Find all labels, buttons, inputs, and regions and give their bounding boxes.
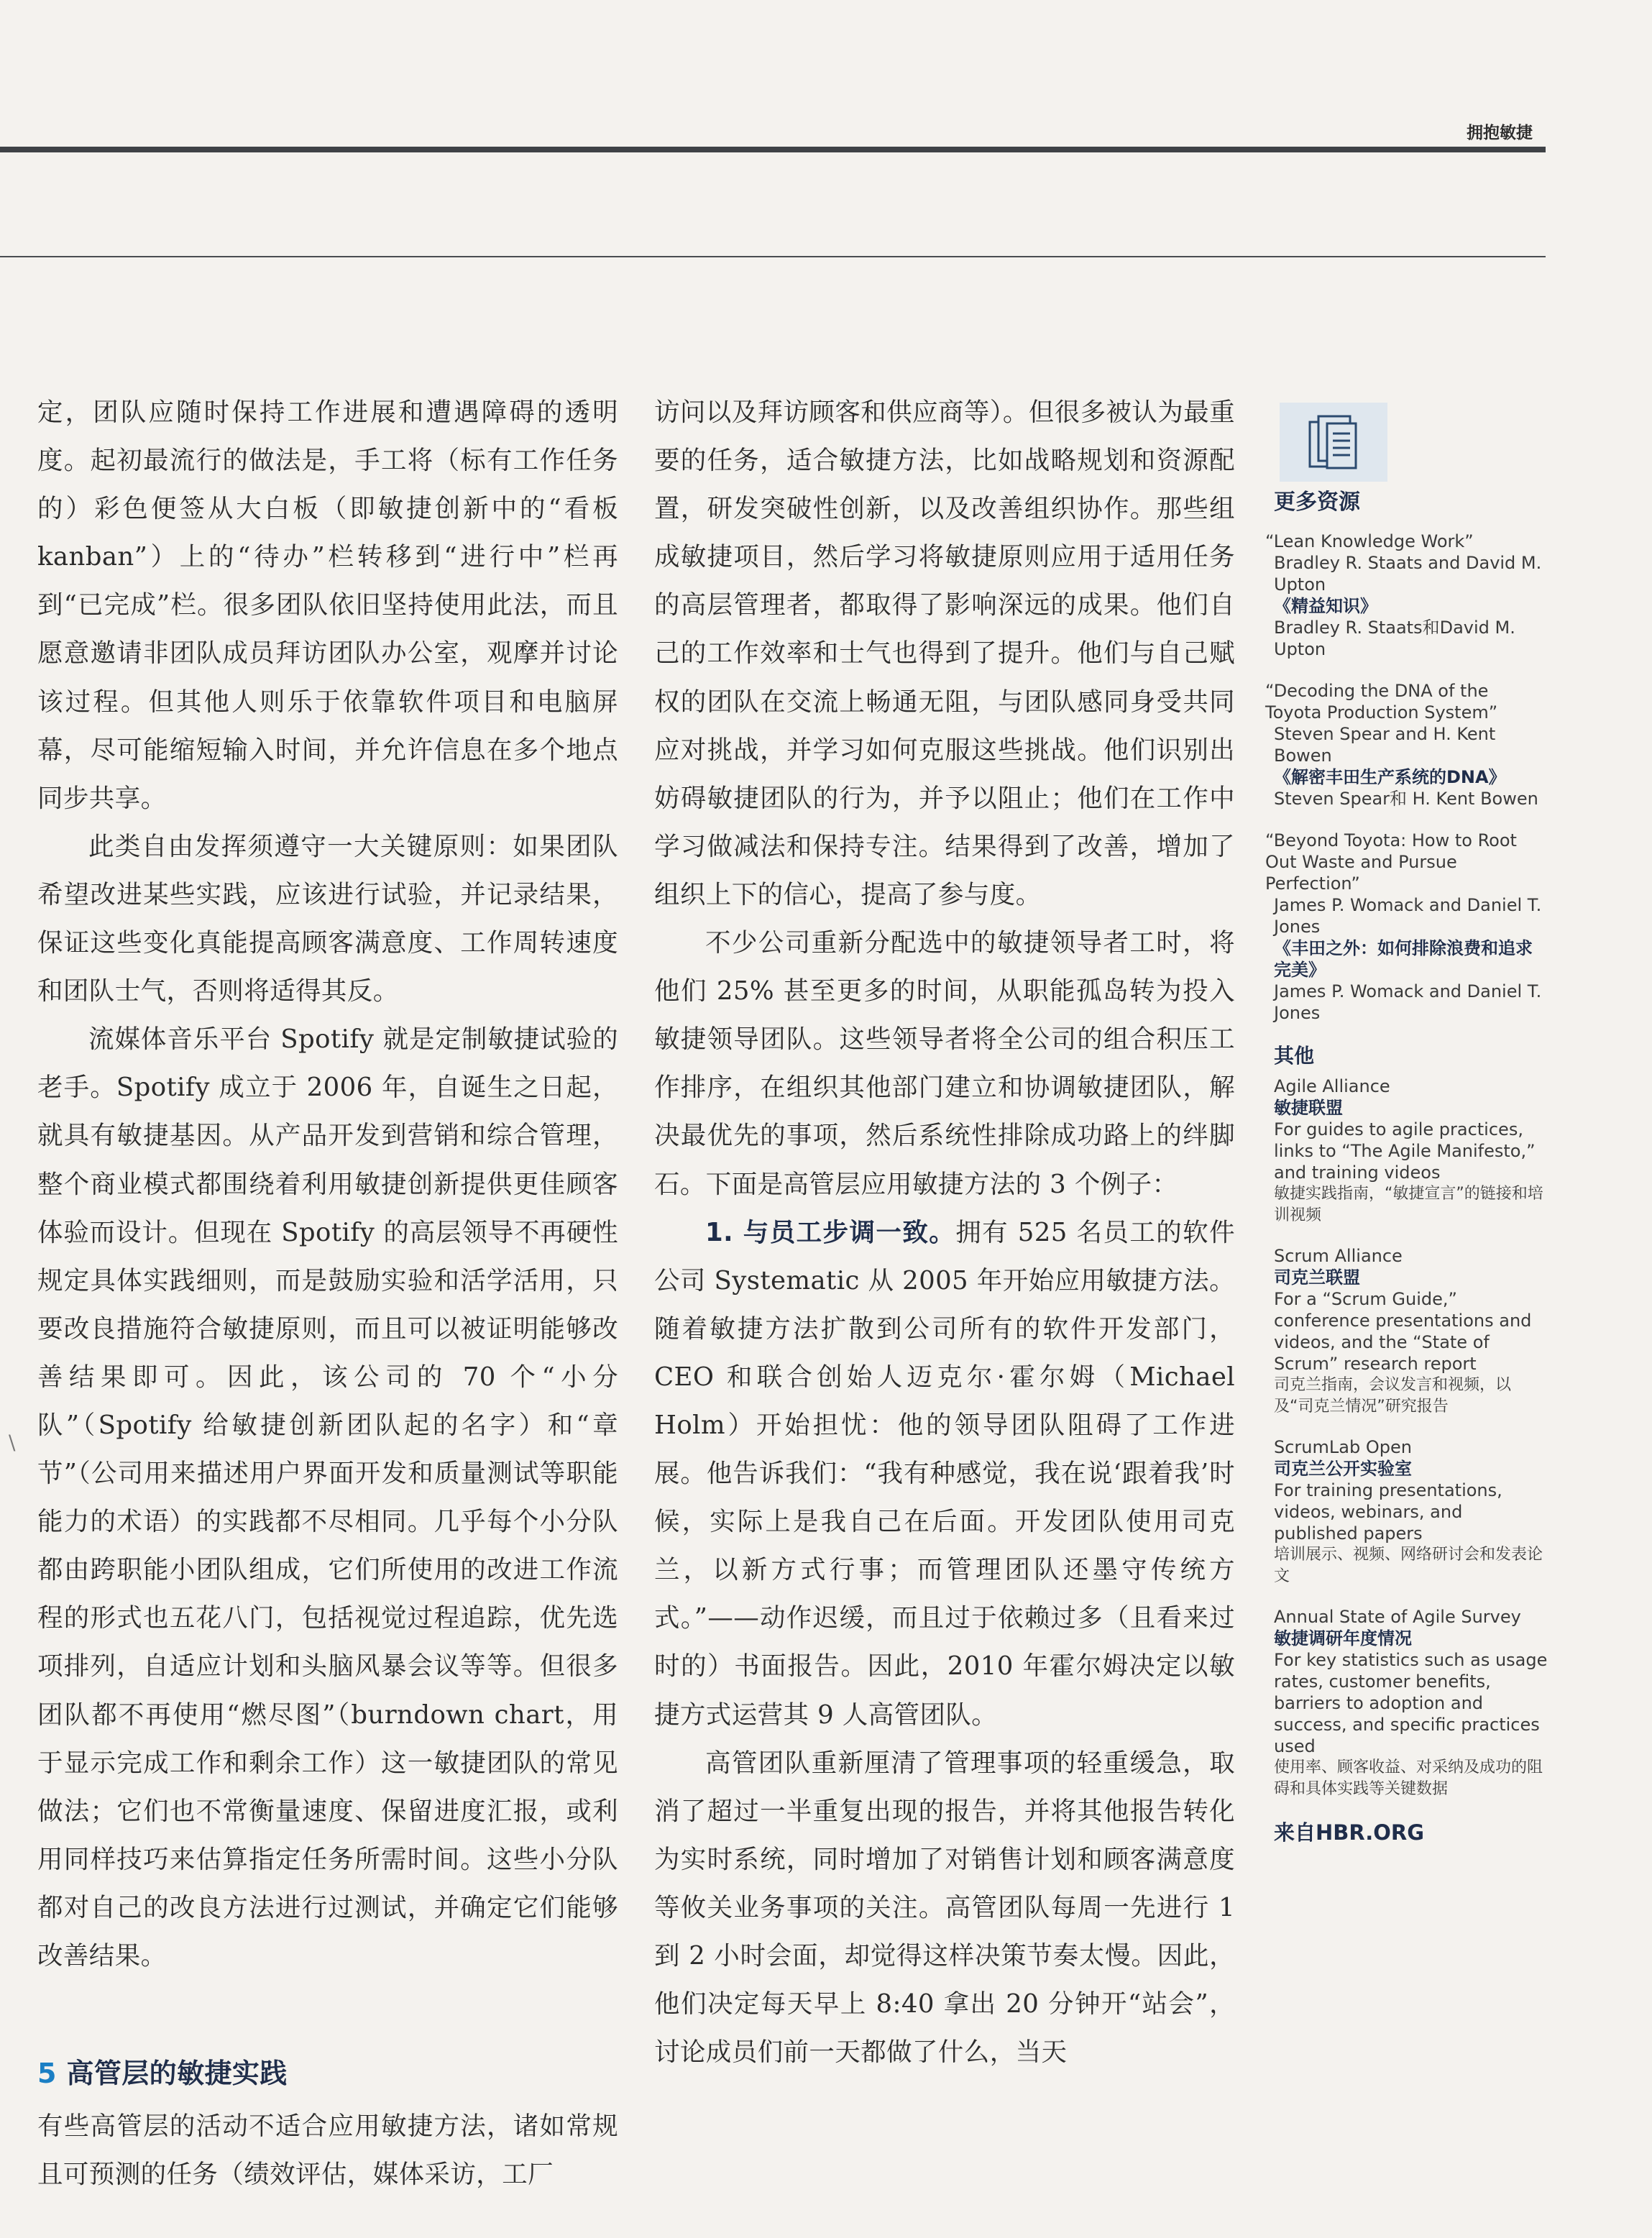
other-name-cn: 敏捷联盟: [1274, 1098, 1343, 1118]
resources-sidebar: [1265, 403, 1549, 1843]
other-title: 其他: [1274, 1044, 1315, 1068]
article-column-1: [37, 388, 618, 2198]
section-heading: [37, 2045, 618, 2102]
resource-title: “Lean Knowledge Work”: [1265, 531, 1474, 551]
spacer: [37, 1980, 618, 2045]
other-item: [1274, 1076, 1549, 1226]
other-desc: For guides to agile practices, links to “The Agile Manifesto,” and training videos: [1274, 1119, 1536, 1183]
other-name: ScrumLab Open: [1274, 1437, 1412, 1457]
paragraph-text: 拥有 525 名员工的软件公司 Systematic 从 2005 年开始应用敏捷方法。随着敏捷方法扩散到公司所有的软件开发部门，CEO 和联合创始人迈克尔·霍尔姆（Michael Holm）开始担忧：他的领导团队阻碍了工作进展。他告诉我们：“我有种感觉，我在说‘跟着我’时候，实际上是我自己在后面。开发团队使用司克兰，以新方式行事；而管理团队还墨守传统方式。”——动作迟缓，而且过于依赖过多（且看来过时的）书面报告。因此，2010 年霍尔姆决定以敏捷方式运营其 9 人高管团队。: [654, 1217, 1236, 1730]
section-heading-text: 高管层的敏捷实践: [66, 2058, 288, 2090]
section-label: 拥抱敏捷: [1467, 124, 1533, 142]
other-desc: For a “Scrum Guide,” conference presentations and videos, and the “State of Scrum” research report: [1274, 1289, 1532, 1374]
other-name-cn: 司克兰公开实验室: [1274, 1459, 1412, 1479]
resource-item: [1265, 830, 1549, 1024]
other-item: [1274, 1245, 1549, 1418]
resource-item: [1265, 680, 1549, 810]
resource-title-cn: 《精益知识》: [1274, 596, 1377, 616]
resource-title: “Decoding the DNA of the Toyota Production System”: [1265, 681, 1498, 723]
other-name: Agile Alliance: [1274, 1076, 1390, 1096]
resource-author: James P. Womack and Daniel T. Jones: [1274, 895, 1542, 937]
paragraph: 有些高管层的活动不适合应用敏捷方法，诸如常规且可预测的任务（绩效评估，媒体采访，工厂: [37, 2111, 618, 2190]
other-name-cn: 司克兰联盟: [1274, 1267, 1360, 1288]
header-rule-thin: [0, 256, 1546, 257]
resource-author-cn: Bradley R. Staats和David M. Upton: [1274, 618, 1515, 659]
paragraph: 此类自由发挥须遵守一大关键原则：如果团队希望改进某些实践，应该进行试验，并记录结果，保证这些变化真能提高顾客满意度、工作周转速度和团队士气，否则将适得其反。: [37, 831, 618, 1006]
subheading: 1. 与员工步调一致。: [705, 1217, 956, 1247]
other-item: [1274, 1436, 1549, 1587]
other-name-cn: 敏捷调研年度情况: [1274, 1628, 1412, 1648]
paragraph: 流媒体音乐平台 Spotify 就是定制敏捷试验的老手。Spotify 成立于 2006 年，自诞生之日起，就具有敏捷基因。从产品开发到营销和综合管理，整个商业模式都围绕着利用敏捷创新提供更佳顾客体验而设计。但现在 Spotify 的高层领导不再硬性规定具体实践细则，而是鼓励实验和活学活用，只要改良措施符合敏捷原则，而且可以被证明能够改善结果即可。因此，该公司的 70 个“小分队”（Spotify 给敏捷创新团队起的名字）和“章节”（公司用来描述用户界面开发和质量测试等职能能力的术语）的实践都不尽相同。几乎每个小分队都由跨职能小团队组成，它们所使用的改进工作流程的形式也五花八门，包括视觉过程追踪，优先选项排列，自适应计划和头脑风暴会议等等。但很多团队都不再使用“燃尽图”（burndown chart，用于显示完成工作和剩余工作）这一敏捷团队的常见做法；它们也不常衡量速度、保留进度汇报，或利用同样技巧来估算指定任务所需时间。这些小分队都对自己的改良方法进行过测试，并确定它们能够改善结果。: [37, 1024, 618, 1971]
header-rule: [0, 147, 1546, 152]
paragraph: 不少公司重新分配选中的敏捷领导者工时，将他们 25% 甚至更多的时间，从职能孤岛转为投入敏捷领导团队。这些领导者将全公司的组合积压工作排序，在组织其他部门建立和协调敏捷团队，解决最优先的事项，然后系统性排除成功路上的绊脚石。下面是高管层应用敏捷方法的 3 个例子：: [654, 928, 1235, 1199]
paragraph: 定，团队应随时保持工作进展和遭遇障碍的透明度。起初最流行的做法是，手工将（标有工作任务的）彩色便签从大白板（即敏捷创新中的“看板 kanban”）上的“待办”栏转移到“进行中”栏再到“已完成”栏。很多团队依旧坚持使用此法，而且愿意邀请非团队成员拜访团队办公室，观摩并讨论该过程。但其他人则乐于依靠软件项目和电脑屏幕，尽可能缩短输入时间，并允许信息在多个地点同步共享。: [37, 398, 618, 813]
resource-author: Bradley R. Staats and David M. Upton: [1274, 553, 1542, 595]
other-item: [1274, 1606, 1549, 1800]
other-desc: For training presentations, videos, webinars, and published papers: [1274, 1480, 1502, 1544]
source-link: 来自HBR.ORG: [1274, 1820, 1425, 1845]
other-desc-cn: 培训展示、视频、网络研讨会和发表论文: [1274, 1546, 1543, 1585]
resource-item: [1265, 531, 1549, 660]
paragraph: [654, 1209, 1235, 1739]
paragraph: 高管团队重新厘清了管理事项的轻重缓急，取消了超过一半重复出现的报告，并将其他报告转化为实时系统，同时增加了对销售计划和顾客满意度等攸关业务事项的关注。高管团队每周一先进行 1 到 2 小时会面，却觉得这样决策节奏太慢。因此，他们决定每天早上 8:40 拿出 20 分钟开“站会”，讨论成员们前一天都做了什么，当天: [654, 1748, 1235, 2068]
other-desc-cn: 司克兰指南，会议发言和视频，以及“司克兰情况”研究报告: [1274, 1376, 1512, 1416]
document-stack-icon: [1280, 403, 1387, 482]
resource-title-cn: 《丰田之外：如何排除浪费和追求完美》: [1274, 938, 1533, 980]
other-desc-cn: 敏捷实践指南，“敏捷宣言”的链接和培训视频: [1274, 1185, 1543, 1224]
resource-author: Steven Spear and H. Kent Bowen: [1274, 724, 1496, 766]
other-desc-cn: 使用率、顾客收益、对采纳及成功的阻碍和具体实践等关键数据: [1274, 1758, 1543, 1798]
other-name: Annual State of Agile Survey: [1274, 1607, 1521, 1627]
other-desc: For key statistics such as usage rates, customer benefits, barriers to adoption and success, and specific practices used: [1274, 1650, 1548, 1756]
sidebar-title: 更多资源: [1274, 490, 1360, 515]
resource-author-cn: Steven Spear和 H. Kent Bowen: [1274, 789, 1538, 809]
resource-title: “Beyond Toyota: How to Root Out Waste and Pursue Perfection”: [1265, 830, 1517, 894]
section-number: 5: [37, 2058, 57, 2090]
article-column-2: [654, 388, 1235, 2076]
margin-mark: \: [9, 1431, 16, 1454]
other-name: Scrum Alliance: [1274, 1246, 1403, 1266]
paragraph: 访问以及拜访顾客和供应商等）。但很多被认为最重要的任务，适合敏捷方法，比如战略规划和资源配置，研发突破性创新，以及改善组织协作。那些组成敏捷项目，然后学习将敏捷原则应用于适用任务的高层管理者，都取得了影响深远的成果。他们自己的工作效率和士气也得到了提升。他们与自己赋权的团队在交流上畅通无阻，与团队感同身受共同应对挑战，并学习如何克服这些挑战。他们识别出妨碍敏捷团队的行为，并予以阻止；他们在工作中学习做减法和保持专注。结果得到了改善，增加了组织上下的信心，提高了参与度。: [654, 398, 1235, 909]
resource-title-cn: 《解密丰田生产系统的DNA》: [1274, 767, 1506, 787]
resource-author-cn: James P. Womack and Daniel T. Jones: [1274, 981, 1542, 1023]
